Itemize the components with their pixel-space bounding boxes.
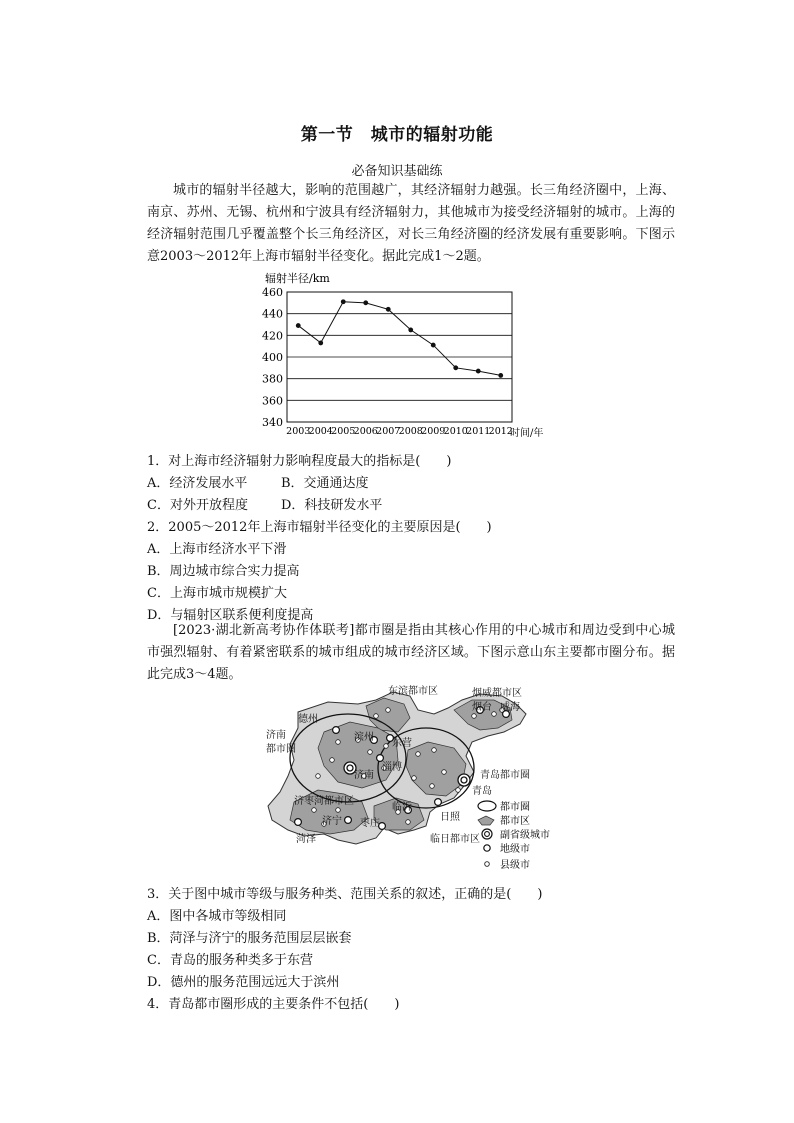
chart-xlabel: 时间/年 bbox=[510, 428, 544, 439]
x-tick-label: 2003 bbox=[286, 426, 311, 437]
y-tick-label: 360 bbox=[262, 394, 283, 408]
q1-option-b: B．交通通达度 bbox=[281, 476, 369, 491]
label-linyi: 临沂 bbox=[392, 802, 412, 813]
data-point bbox=[296, 323, 301, 328]
q3-stem: 3．关于图中城市等级与服务种类、范围关系的叙述，正确的是( ) bbox=[147, 887, 543, 902]
label-yanwei: 烟威都市区 bbox=[472, 688, 522, 699]
data-point bbox=[318, 341, 323, 346]
label-heze: 菏泽 bbox=[296, 834, 316, 845]
x-tick-label: 2009 bbox=[421, 426, 446, 437]
page-title: 第一节 城市的辐射功能 bbox=[300, 125, 494, 145]
label-zaozhuang: 枣庄 bbox=[360, 818, 380, 829]
y-tick-label: 380 bbox=[262, 372, 283, 386]
legend-prefecture-icon bbox=[484, 845, 490, 851]
x-tick-label: 2007 bbox=[376, 426, 401, 437]
label-linri: 临日都市区 bbox=[430, 834, 480, 845]
data-point bbox=[431, 343, 436, 348]
section-subtitle: 必备知识基础练 bbox=[351, 164, 443, 179]
label-jinan-circle-2: 都市圈 bbox=[266, 744, 296, 755]
q3-option-d: D．德州的服务范围远远大于滨州 bbox=[147, 975, 340, 990]
legend-item-4: 县级市 bbox=[500, 860, 530, 871]
map-legend-county bbox=[478, 856, 558, 872]
y-tick-label: 420 bbox=[262, 329, 283, 343]
chart-ylabel: 辐射半径/km bbox=[265, 272, 330, 285]
q2-option-c: C．上海市城市规模扩大 bbox=[147, 586, 287, 601]
label-jizaohe: 济枣菏都市区 bbox=[294, 796, 354, 807]
label-dongbin: 东滨都市区 bbox=[388, 686, 438, 697]
data-point bbox=[476, 369, 481, 374]
q1-option-a: A．经济发展水平 bbox=[147, 476, 248, 491]
data-point bbox=[363, 300, 368, 305]
q3-option-a: A．图中各城市等级相同 bbox=[147, 909, 287, 924]
chart-yticks bbox=[262, 286, 283, 429]
x-tick-label: 2012 bbox=[488, 426, 513, 437]
shandong-map bbox=[258, 680, 578, 855]
y-tick-label: 460 bbox=[262, 286, 283, 299]
label-rizhao: 日照 bbox=[440, 812, 460, 823]
legend-item-2: 副省级城市 bbox=[500, 830, 550, 841]
x-tick-label: 2011 bbox=[466, 426, 491, 437]
x-tick-label: 2005 bbox=[331, 426, 356, 437]
intro-paragraph: 城市的辐射半径越大，影响的范围越广，其经济辐射力越强。长三角经济圈中，上海、南京、苏州、无锡、杭州和宁波具有经济辐射力，其他城市为接受经济辐射的城市。上海的经济辐射范围几乎覆盖整个长三角经济区，对长三角经济圈的经济发展有重要影响。下图示意2003～2012年上海市辐射半径变化。据此完成1～2题。 bbox=[147, 183, 675, 264]
x-tick-label: 2006 bbox=[353, 426, 378, 437]
data-point bbox=[386, 307, 391, 312]
radius-line-chart bbox=[255, 268, 565, 443]
q2-option-d: D．与辐射区联系便利度提高 bbox=[147, 608, 314, 623]
label-jinan: 济南 bbox=[354, 770, 374, 781]
legend-item-0: 都市圈 bbox=[500, 802, 530, 813]
label-dongying: 东营 bbox=[392, 738, 412, 749]
x-tick-label: 2004 bbox=[308, 426, 333, 437]
q3-option-b: B．菏泽与济宁的服务范围层层嵌套 bbox=[147, 931, 352, 946]
chart-xticks bbox=[286, 426, 513, 437]
label-zibo: 淄博 bbox=[382, 762, 402, 773]
chart-grid bbox=[287, 292, 512, 422]
y-tick-label: 340 bbox=[262, 416, 283, 429]
q4-stem: 4．青岛都市圈形成的主要条件不包括( ) bbox=[147, 997, 400, 1012]
q1-option-c: C．对外开放程度 bbox=[147, 498, 248, 513]
q2-option-b: B．周边城市综合实力提高 bbox=[147, 564, 300, 579]
label-qingdao: 青岛 bbox=[472, 786, 492, 797]
series-line bbox=[298, 302, 501, 376]
label-dezhou: 德州 bbox=[298, 714, 318, 725]
map-legend bbox=[478, 800, 550, 855]
label-weihai: 威海 bbox=[500, 702, 520, 713]
q1-option-d: D．科技研发水平 bbox=[281, 498, 383, 513]
data-point bbox=[498, 373, 503, 378]
x-tick-label: 2010 bbox=[443, 426, 468, 437]
legend-district-icon bbox=[478, 816, 494, 825]
legend-item-3: 地级市 bbox=[500, 844, 530, 855]
q1-stem: 1．对上海市经济辐射力影响程度最大的指标是( ) bbox=[147, 454, 452, 469]
label-jining: 济宁 bbox=[322, 816, 342, 827]
q3-option-c: C．青岛的服务种类多于东营 bbox=[147, 953, 313, 968]
label-binzhou: 滨州 bbox=[354, 732, 374, 743]
q2-stem: 2．2005～2012年上海市辐射半径变化的主要原因是( ) bbox=[147, 520, 492, 535]
chart-series bbox=[296, 299, 503, 377]
data-point bbox=[453, 365, 458, 370]
intro2-paragraph: [2023·湖北新高考协作体联考]都市圈是指由其核心作用的中心城市和周边受到中心城市强烈辐射、有着紧密联系的城市组成的城市经济区域。下图示意山东主要都市圈分布。据此完成3～4题。 bbox=[147, 623, 675, 682]
label-jinan-circle-1: 济南 bbox=[266, 730, 286, 741]
q2-option-a: A．上海市经济水平下滑 bbox=[147, 542, 287, 557]
x-tick-label: 2008 bbox=[398, 426, 423, 437]
legend-county-icon bbox=[485, 862, 490, 867]
data-point bbox=[408, 328, 413, 333]
data-point bbox=[341, 299, 346, 304]
label-qingdao-circle: 青岛都市圈 bbox=[480, 770, 530, 781]
legend-item-1: 都市区 bbox=[500, 816, 530, 827]
label-yantai: 烟台 bbox=[472, 702, 492, 713]
legend-circle-icon bbox=[478, 801, 496, 811]
y-tick-label: 400 bbox=[262, 351, 283, 364]
y-tick-label: 440 bbox=[262, 307, 283, 321]
